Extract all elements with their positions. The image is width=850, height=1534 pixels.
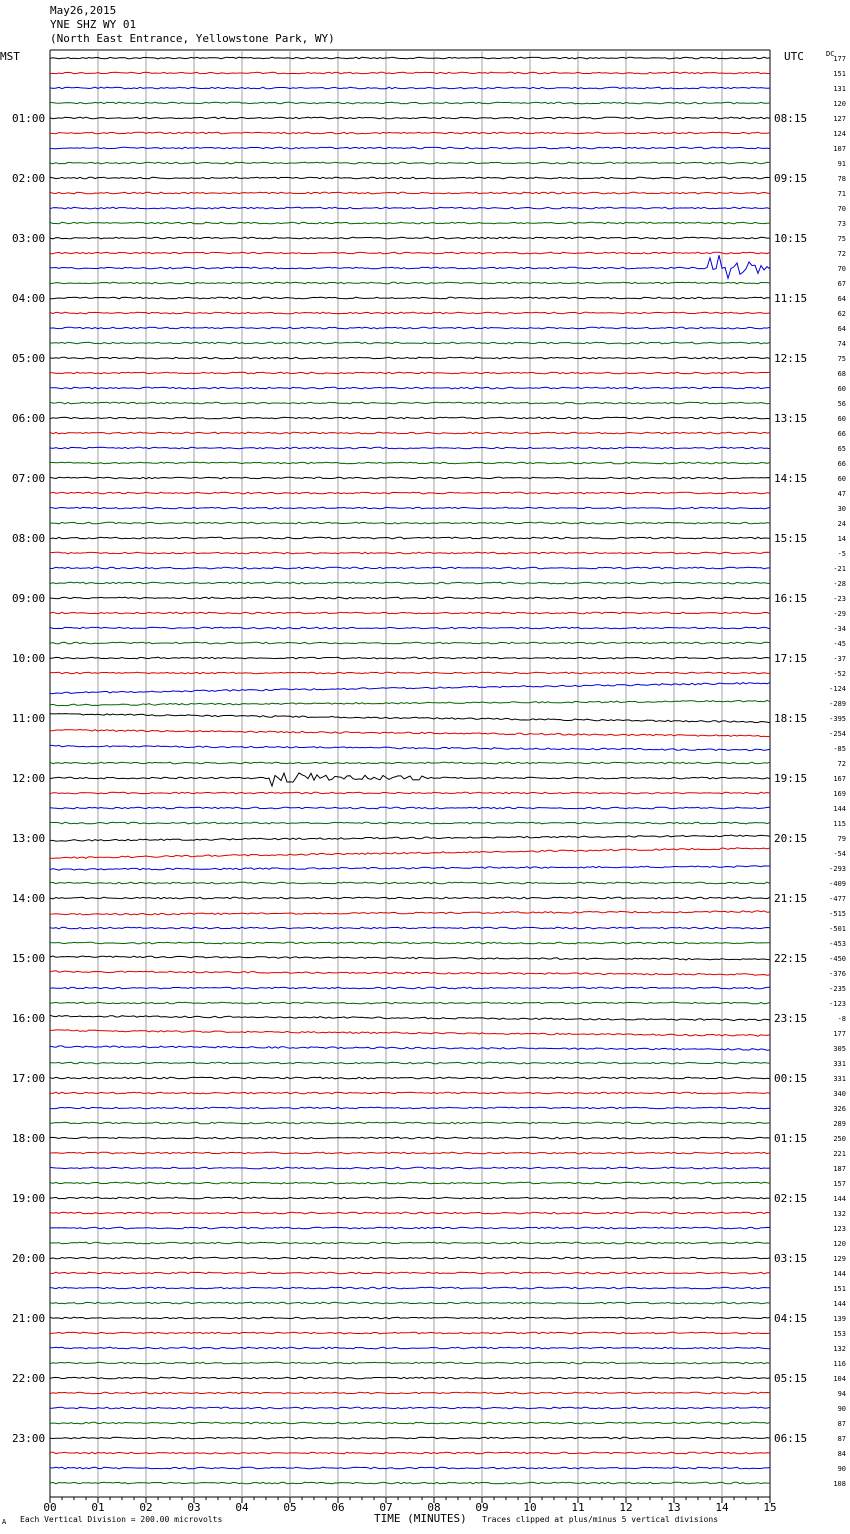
right-hour-label: 01:15 [774,1132,808,1145]
right-hour-label: 04:15 [774,1312,808,1325]
seismic-trace [50,1272,770,1274]
seismic-trace [50,162,770,164]
seismic-trace [50,657,770,659]
dc-offset-label: 116 [833,1360,846,1368]
seismic-trace [50,612,770,614]
seismic-trace [50,1407,770,1409]
seismic-trace [50,402,770,404]
left-hour-label: 13:00 [12,832,46,845]
right-hour-label: 16:15 [774,592,808,605]
seismic-trace [50,147,770,149]
seismic-trace [50,567,770,569]
seismic-trace [50,927,770,929]
seismic-trace [50,714,770,723]
x-tick-label: 15 [763,1501,777,1514]
seismic-trace [50,1347,770,1349]
right-hour-label: 12:15 [774,352,808,365]
dc-offset-label: 132 [833,1345,846,1353]
seismic-trace [50,597,770,599]
dc-offset-label: -85 [833,745,846,753]
dc-offset-label: 90 [837,1405,846,1413]
seismic-trace [50,1332,770,1334]
seismic-trace [50,1467,770,1469]
x-tick-label: 11 [571,1501,585,1514]
dc-offset-label: 169 [833,790,846,798]
dc-offset-label: 157 [833,1180,846,1188]
left-hour-label: 14:00 [12,892,46,905]
seismic-trace [50,327,770,329]
dc-offset-label: 62 [837,310,846,318]
seismic-trace [50,447,770,449]
seismic-trace [50,807,770,809]
seismic-trace [50,255,770,278]
dc-offset-label: 132 [833,1210,846,1218]
dc-offset-label: 115 [833,820,846,828]
dc-offset-label: 250 [833,1135,846,1143]
dc-offset-label: 187 [833,1165,846,1173]
x-tick-label: 03 [187,1501,201,1514]
x-tick-label: 09 [475,1501,489,1514]
dc-offset-label: 331 [833,1075,846,1083]
seismic-trace [50,192,770,194]
dc-offset-label: -289 [829,700,846,708]
seismic-trace [50,1362,770,1364]
seismic-trace [50,942,770,944]
left-hour-label: 07:00 [12,472,46,485]
header-station: YNE SHZ WY 01 [50,18,137,31]
dc-offset-label: 60 [837,415,846,423]
dc-offset-label: 90 [837,1465,846,1473]
right-hour-label: 09:15 [774,172,808,185]
x-tick-label: 04 [235,1501,249,1514]
dc-offset-label: -37 [833,655,846,663]
seismic-trace [50,342,770,344]
dc-offset-label: 14 [837,535,846,543]
dc-offset-label: 84 [837,1450,846,1458]
seismic-trace [50,282,770,284]
seismic-trace [50,730,770,737]
dc-offset-label: 78 [837,175,846,183]
right-hour-label: 11:15 [774,292,808,305]
dc-offset-label: 167 [833,775,846,783]
dc-offset-label: 75 [837,235,846,243]
seismic-trace [50,1317,770,1319]
left-hour-label: 08:00 [12,532,46,545]
dc-offset-label: -28 [833,580,846,588]
header-date: May26,2015 [50,4,117,17]
left-hour-label: 06:00 [12,412,46,425]
seismic-trace [50,57,770,59]
right-hour-label: 08:15 [774,112,808,125]
seismic-trace [50,1257,770,1259]
dc-offset-label: -23 [833,595,846,603]
footer-division: Each Vertical Division = 200.00 microvolts [20,1515,223,1524]
left-hour-label: 02:00 [12,172,46,185]
seismic-trace [50,177,770,179]
dc-offset-label: -409 [829,880,846,888]
seismic-trace [50,848,770,859]
right-hour-label: 13:15 [774,412,808,425]
dc-offset-label: -8 [837,1015,846,1023]
dc-offset-label: 123 [833,1225,846,1233]
seismic-trace [50,1002,770,1004]
seismic-trace [50,537,770,539]
seismic-trace [50,1182,770,1184]
right-hour-label: 21:15 [774,892,808,905]
seismic-trace [50,1212,770,1214]
utc-label: UTC [784,50,804,63]
dc-offset-label: -450 [829,955,846,963]
dc-offset-label: -45 [833,640,846,648]
seismic-trace [50,357,770,359]
x-tick-label: 12 [619,1501,633,1514]
seismic-trace [50,1107,770,1109]
dc-offset-label: 79 [837,835,846,843]
seismic-trace [50,297,770,299]
seismic-trace [50,627,770,629]
dc-offset-label: 340 [833,1090,846,1098]
right-hour-label: 10:15 [774,232,808,245]
dc-offset-label: 144 [833,805,846,813]
footer-clip-note: Traces clipped at plus/minus 5 vertical divisions [482,1515,719,1524]
seismic-trace [50,1077,770,1079]
dc-offset-label: 75 [837,355,846,363]
seismic-trace [50,1377,770,1379]
dc-offset-label: 153 [833,1330,846,1338]
seismic-trace [50,87,770,89]
mst-label: MST [0,50,20,63]
seismic-trace [50,911,770,915]
seismic-traces [50,57,770,1484]
seismic-trace [50,1197,770,1199]
dc-offset-label: 177 [833,55,846,63]
left-hour-label: 03:00 [12,232,46,245]
dc-offset-label: 66 [837,430,846,438]
dc-offset-label: 326 [833,1105,846,1113]
seismic-trace [50,372,770,374]
seismic-trace [50,72,770,74]
seismic-trace [50,492,770,494]
seismic-trace [50,522,770,524]
right-hour-label: 14:15 [774,472,808,485]
dc-offset-label: -376 [829,970,846,978]
x-tick-label: 14 [715,1501,729,1514]
dc-offset-label: 60 [837,385,846,393]
dc-offset-label: 56 [837,400,846,408]
left-hour-label: 16:00 [12,1012,46,1025]
dc-offset-label: 124 [833,130,846,138]
left-hour-label: 17:00 [12,1072,46,1085]
dc-offset-label: 74 [837,340,846,348]
seismic-trace [50,1092,770,1094]
dc-offset-label: 221 [833,1150,846,1158]
seismic-trace [50,882,770,884]
seismic-trace [50,432,770,434]
axis-labels [12,55,846,1514]
left-hour-label: 19:00 [12,1192,46,1205]
seismic-trace [50,971,770,975]
seismic-trace [50,897,770,899]
seismic-trace [50,1482,770,1484]
right-hour-label: 17:15 [774,652,808,665]
x-axis-title: TIME (MINUTES) [374,1512,467,1525]
dc-offset-label: 24 [837,520,846,528]
dc-offset-label: 64 [837,325,846,333]
seismic-trace [50,117,770,119]
x-tick-label: 06 [331,1501,345,1514]
dc-offset-label: -395 [829,715,846,723]
dc-offset-label: 64 [837,295,846,303]
seismic-trace [50,1122,770,1124]
dc-offset-label: -293 [829,865,846,873]
dc-offset-label: 144 [833,1270,846,1278]
seismic-trace [50,1302,770,1304]
seismic-trace [50,1452,770,1454]
seismic-trace [50,237,770,239]
left-hour-label: 05:00 [12,352,46,365]
x-tick-label: 05 [283,1501,297,1514]
seismic-trace [50,682,770,693]
seismic-trace [50,762,770,764]
dc-offset-label: 67 [837,280,846,288]
dc-offset-label: 331 [833,1060,846,1068]
seismic-trace [50,700,770,705]
right-hour-label: 20:15 [774,832,808,845]
right-hour-label: 06:15 [774,1432,808,1445]
dc-offset-label: 107 [833,145,846,153]
dc-offset-label: -254 [829,730,846,738]
dc-offset-label: 30 [837,505,846,513]
seismic-trace [50,462,770,464]
seismic-trace [50,822,770,824]
seismic-trace [50,1030,770,1036]
seismic-trace [50,312,770,314]
dc-offset-label: -477 [829,895,846,903]
dc-offset-label: 87 [837,1420,846,1428]
dc-offset-label: 94 [837,1390,846,1398]
seismic-trace [50,417,770,419]
seismic-trace [50,773,770,786]
seismic-trace [50,507,770,509]
left-hour-label: 12:00 [12,772,46,785]
seismic-trace [50,866,770,870]
dc-offset-label: 177 [833,1030,846,1038]
seismic-trace [50,987,770,989]
dc-offset-label: 139 [833,1315,846,1323]
dc-offset-label: 47 [837,490,846,498]
x-tick-label: 10 [523,1501,537,1514]
left-hour-label: 20:00 [12,1252,46,1265]
right-hour-label: 18:15 [774,712,808,725]
dc-offset-label: -52 [833,670,846,678]
dc-offset-label: 151 [833,70,846,78]
seismic-trace [50,792,770,794]
dc-offset-label: 66 [837,460,846,468]
dc-offset-label: 72 [837,760,846,768]
dc-offset-label: -5 [837,550,846,558]
x-tick-label: 01 [91,1501,105,1514]
left-hour-label: 01:00 [12,112,46,125]
dc-offset-label: -29 [833,610,846,618]
right-hour-label: 19:15 [774,772,808,785]
dc-offset-label: 144 [833,1300,846,1308]
right-hour-label: 03:15 [774,1252,808,1265]
seismic-trace [50,642,770,644]
seismic-trace [50,387,770,389]
seismic-trace [50,1287,770,1289]
seismic-trace [50,1152,770,1154]
dc-offset-label: -123 [829,1000,846,1008]
seismic-trace [50,835,770,841]
seismic-trace [50,1227,770,1229]
left-hour-label: 21:00 [12,1312,46,1325]
dc-offset-label: 127 [833,115,846,123]
x-tick-label: 00 [43,1501,57,1514]
dc-offset-label: 65 [837,445,846,453]
dc-label: DC [826,50,835,58]
dc-offset-label: 70 [837,265,846,273]
header-location: (North East Entrance, Yellowstone Park, WY) [50,32,335,45]
seismic-trace [50,1046,770,1050]
left-hour-label: 09:00 [12,592,46,605]
seismic-trace [50,672,770,674]
dc-offset-label: 87 [837,1435,846,1443]
dc-offset-label: -54 [833,850,846,858]
seismic-trace [50,956,770,960]
dc-offset-label: 71 [837,190,846,198]
footer-left-mark: A [2,1518,7,1526]
seismic-trace [50,552,770,554]
dc-offset-label: 73 [837,220,846,228]
dc-offset-label: -453 [829,940,846,948]
dc-offset-label: -124 [829,685,846,693]
left-hour-label: 15:00 [12,952,46,965]
seismic-trace [50,207,770,209]
seismic-trace [50,745,770,750]
dc-offset-label: 120 [833,1240,846,1248]
dc-offset-label: 289 [833,1120,846,1128]
seismic-trace [50,582,770,584]
right-hour-label: 00:15 [774,1072,808,1085]
right-hour-label: 22:15 [774,952,808,965]
dc-offset-label: 60 [837,475,846,483]
dc-offset-label: -235 [829,985,846,993]
dc-offset-label: -34 [833,625,846,633]
right-hour-label: 23:15 [774,1012,808,1025]
dc-offset-label: 151 [833,1285,846,1293]
dc-offset-label: 70 [837,205,846,213]
dc-offset-label: 131 [833,85,846,93]
seismic-trace [50,102,770,104]
seismic-trace [50,477,770,479]
dc-offset-label: 72 [837,250,846,258]
seismic-trace [50,222,770,224]
x-tick-label: 02 [139,1501,153,1514]
seismic-trace [50,1242,770,1244]
seismic-trace [50,252,770,254]
left-hour-label: 11:00 [12,712,46,725]
dc-offset-label: -501 [829,925,846,933]
left-hour-label: 04:00 [12,292,46,305]
seismic-trace [50,1167,770,1169]
seismic-trace [50,1015,770,1020]
right-hour-label: 05:15 [774,1372,808,1385]
dc-offset-label: 120 [833,100,846,108]
seismic-trace [50,1437,770,1439]
x-tick-label: 07 [379,1501,393,1514]
left-hour-label: 22:00 [12,1372,46,1385]
dc-offset-label: 305 [833,1045,846,1053]
seismic-trace [50,1137,770,1139]
seismic-trace [50,1062,770,1064]
left-hour-label: 10:00 [12,652,46,665]
left-hour-label: 23:00 [12,1432,46,1445]
seismic-trace [50,132,770,134]
dc-offset-label: -515 [829,910,846,918]
right-hour-label: 02:15 [774,1192,808,1205]
seismic-trace [50,1422,770,1424]
dc-offset-label: 129 [833,1255,846,1263]
dc-offset-label: 91 [837,160,846,168]
dc-offset-label: 144 [833,1195,846,1203]
dc-offset-label: -21 [833,565,846,573]
x-tick-label: 13 [667,1501,681,1514]
x-tick-label: 08 [427,1501,441,1514]
dc-offset-label: 108 [833,1480,846,1488]
dc-offset-label: 68 [837,370,846,378]
seismic-trace [50,1392,770,1394]
dc-offset-label: 104 [833,1375,846,1383]
right-hour-label: 15:15 [774,532,808,545]
left-hour-label: 18:00 [12,1132,46,1145]
